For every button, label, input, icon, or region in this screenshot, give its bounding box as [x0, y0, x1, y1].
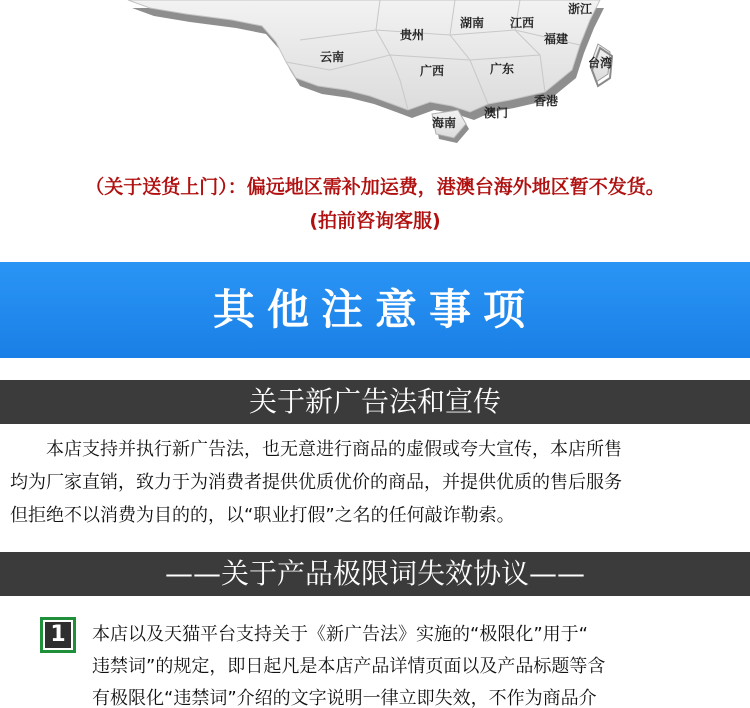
clause-paragraph	[92, 619, 742, 708]
region-label-jiangxi: 江西	[510, 16, 535, 30]
region-label-guangxi: 广西	[420, 64, 445, 78]
region-label-guizhou: 贵州	[400, 28, 425, 42]
china-south-map	[0, 0, 750, 160]
ad-law-section-title: 关于新广告法和宣传	[248, 385, 501, 418]
region-label-guangdong: 广东	[490, 62, 515, 76]
extreme-words-section-title: ——关于产品极限词失效协议——	[164, 557, 585, 590]
ad-law-paragraph	[10, 433, 740, 532]
region-label-zhejiang: 浙江	[568, 2, 593, 16]
region-label-yunnan: 云南	[320, 50, 345, 64]
region-label-hunan: 湖南	[460, 16, 485, 30]
region-label-taiwan: 台湾	[588, 56, 613, 70]
region-label-hongkong: 香港	[534, 94, 559, 108]
clause-line: 本店以及天猫平台支持关于《新广告法》实施的“极限化”用于“	[92, 624, 588, 645]
clause-number: 1	[45, 622, 71, 648]
ad-law-section-header	[0, 380, 750, 424]
region-label-hainan: 海南	[432, 116, 457, 130]
clause-line: 违禁词”的规定，即日起凡是本店产品详情页面以及产品标题等含	[92, 656, 606, 677]
consult-service-note: (拍前咨询客服)	[309, 210, 441, 232]
ad-law-line: 均为厂家直销，致力于为消费者提供优质优价的商品，并提供优质的售后服务	[10, 472, 622, 493]
notice-banner	[0, 262, 750, 358]
region-label-macau: 澳门	[484, 106, 509, 120]
ad-law-line: 但拒绝不以消费为目的的，以“职业打假”之名的任何敲诈勒索。	[10, 505, 515, 526]
clause-line: 有极限化“违禁词”介绍的文字说明一律立即失效，不作为商品介	[92, 688, 597, 708]
delivery-map-section	[0, 0, 750, 245]
ad-law-line: 本店支持并执行新广告法，也无意进行商品的虚假或夸大宣传，本店所售	[10, 439, 622, 460]
extreme-words-section-header	[0, 552, 750, 596]
banner-title: 其他注意事项	[212, 285, 537, 334]
delivery-notice-text: （关于送货上门）：偏远地区需补加运费，港澳台海外地区暂不发货。	[85, 176, 665, 198]
region-label-fujian: 福建	[544, 32, 569, 46]
clause-number-badge	[40, 617, 76, 653]
